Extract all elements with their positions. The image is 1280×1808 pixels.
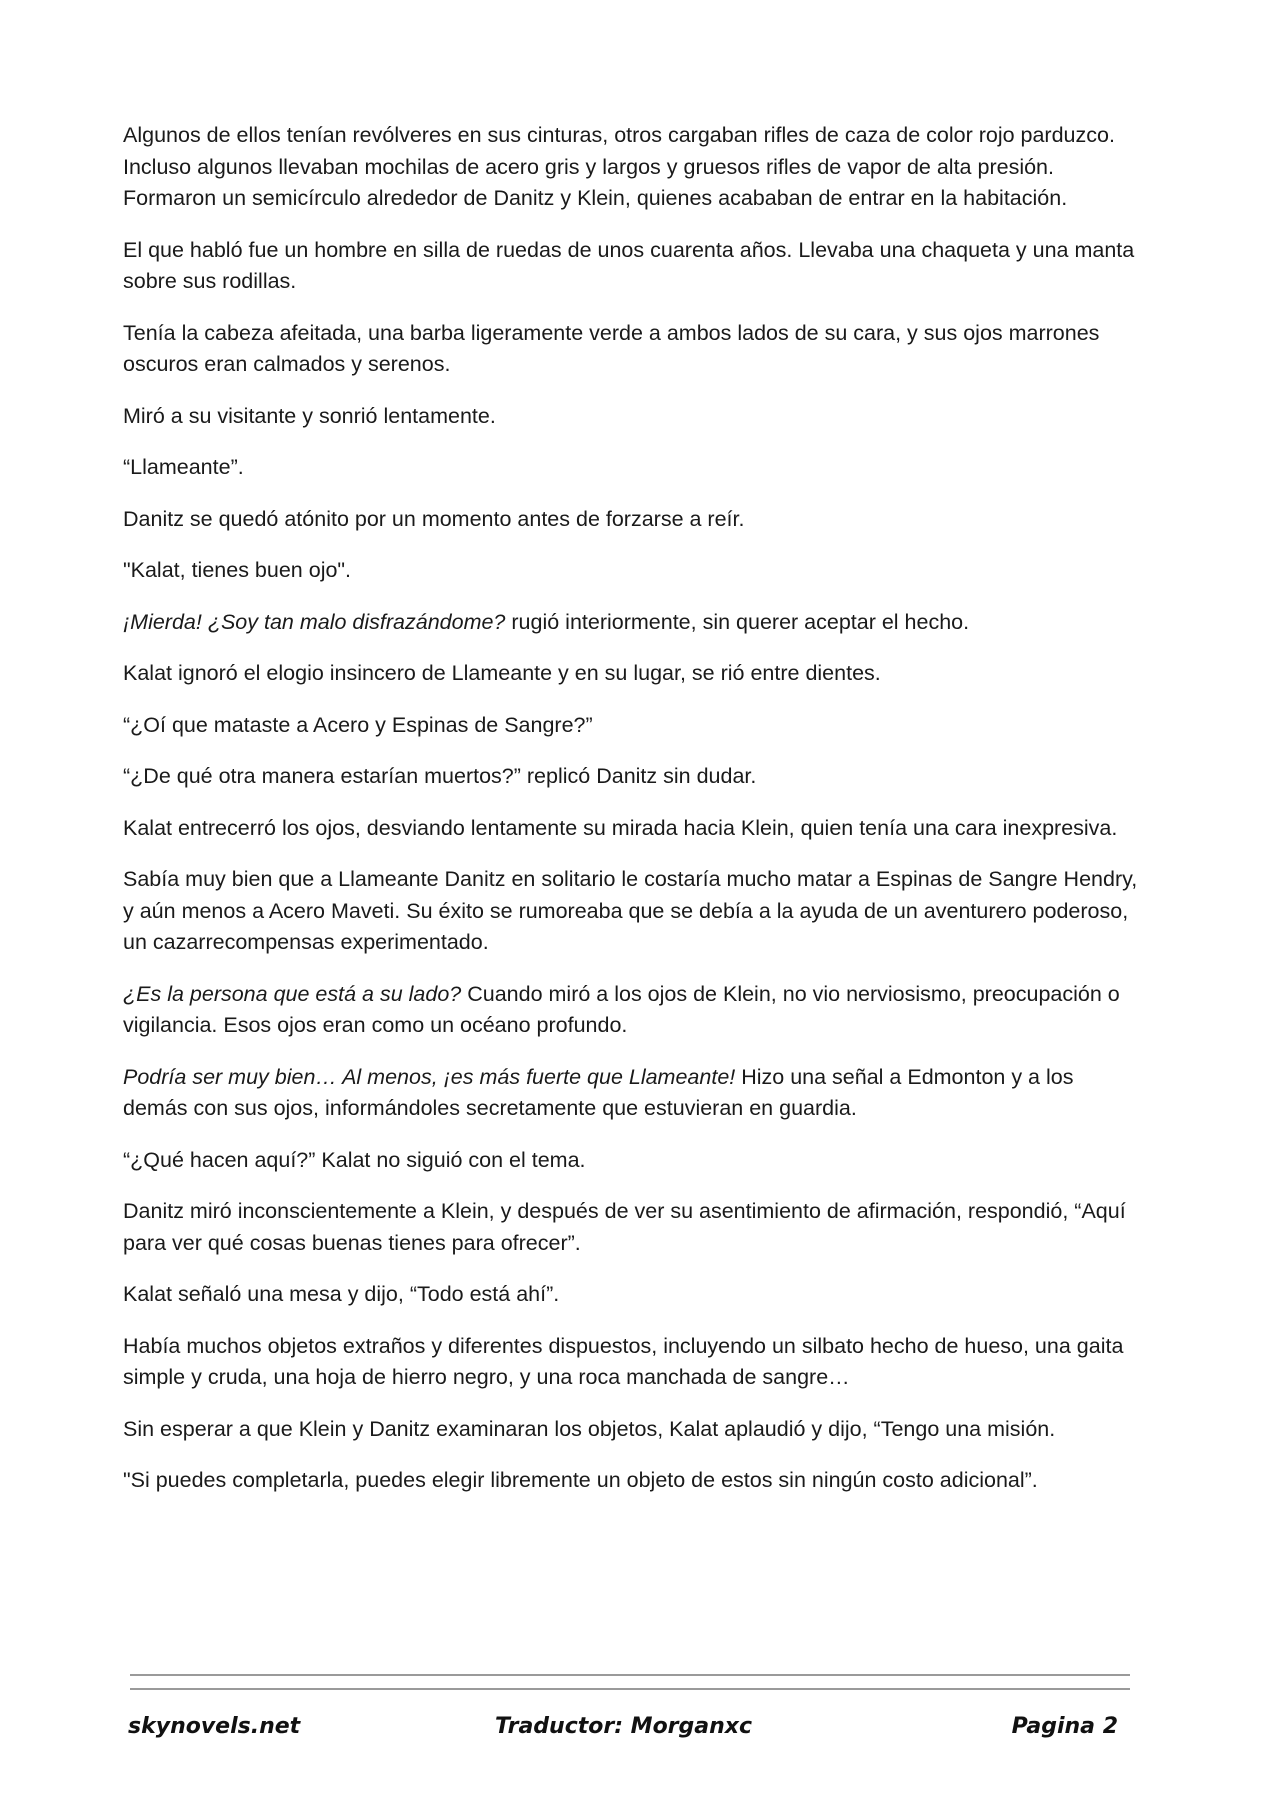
text: "Si puedes completarla, puedes elegir libremente un objeto de estos sin ningún costo adicional”.: [123, 1468, 1038, 1492]
paragraph: [123, 1062, 1143, 1125]
text: Hizo una señal a Edmonton y a los demás con sus ojos, informándoles secretamente que estuvieran en guardia.: [123, 1064, 1074, 1120]
text: Cuando miró a los ojos de Klein, no vio nerviosismo, preocupación o vigilancia. Esos ojos eran como un océano profundo.: [123, 981, 1120, 1037]
paragraph: [123, 318, 1143, 381]
paragraph: [123, 658, 1143, 690]
paragraph: [123, 1414, 1143, 1446]
paragraph: [123, 1196, 1143, 1259]
page-footer: [128, 1714, 1118, 1748]
italic-text: Podría ser muy bien… Al menos, ¡es más fuerte que Llameante!: [123, 1064, 736, 1089]
paragraph: [123, 401, 1143, 433]
page-body: [123, 120, 1143, 1517]
footer-divider-bottom: [130, 1688, 1130, 1690]
text: Había muchos objetos extraños y diferentes dispuestos, incluyendo un silbato hecho de hueso, una gaita simple y cruda, una hoja de hierro negro, y una roca manchada de sangre…: [123, 1333, 1124, 1389]
text: Miró a su visitante y sonrió lentamente.: [123, 403, 496, 428]
text: Sin esperar a que Klein y Danitz examinaran los objetos, Kalat aplaudió y dijo, “Tengo una misión.: [123, 1416, 1056, 1441]
text: “¿De qué otra manera estarían muertos?” replicó Danitz sin dudar.: [123, 764, 757, 788]
footer-site: skynovels.net: [128, 1714, 301, 1739]
paragraph: [123, 235, 1143, 298]
paragraph: [123, 120, 1143, 215]
text: “¿Oí que mataste a Acero y Espinas de Sangre?”: [123, 712, 593, 737]
paragraph: [123, 710, 1143, 742]
paragraph: [123, 607, 1143, 639]
text: rugió interiormente, sin querer aceptar el hecho.: [505, 609, 970, 634]
text: El que habló fue un hombre en silla de ruedas de unos cuarenta años. Llevaba una chaqueta y una manta sobre sus rodillas.: [123, 237, 1135, 293]
text: Danitz se quedó atónito por un momento antes de forzarse a reír.: [123, 506, 745, 531]
paragraph: [123, 504, 1143, 536]
italic-text: ¿Es la persona que está a su lado?: [123, 981, 462, 1006]
paragraph: [123, 452, 1143, 484]
text: “¿Qué hacen aquí?” Kalat no siguió con el tema.: [123, 1147, 586, 1172]
text: Kalat entrecerró los ojos, desviando lentamente su mirada hacia Klein, quien tenía una cara inexpresiva.: [123, 815, 1118, 840]
text: Kalat señaló una mesa y dijo, “Todo está ahí”.: [123, 1282, 560, 1306]
text: Tenía la cabeza afeitada, una barba ligeramente verde a ambos lados de su cara, y sus ojos marrones oscuros eran calmados y serenos.: [123, 320, 1100, 376]
paragraph: [123, 864, 1143, 959]
paragraph: [123, 1145, 1143, 1177]
text: Danitz miró inconscientemente a Klein, y después de ver su asentimiento de afirmación, respondió, “Aquí para ver qué cosas buenas tienes para ofrecer”.: [123, 1199, 1126, 1255]
paragraph: [123, 761, 1143, 793]
text: Kalat ignoró el elogio insincero de Llameante y en su lugar, se rió entre dientes.: [123, 661, 881, 685]
paragraph: [123, 1279, 1143, 1311]
footer-page-number: Pagina 2: [1011, 1714, 1118, 1739]
paragraph: [123, 555, 1143, 587]
paragraph: [123, 1331, 1143, 1394]
text: Algunos de ellos tenían revólveres en sus cinturas, otros cargaban rifles de caza de color rojo parduzco. Incluso algunos llevaban mochilas de acero gris y largos y gruesos rifles de vapor de alta presión. Formaron un semicírculo alrededor de Danitz y Klein, quienes acababan de entrar en la habitación.: [123, 123, 1115, 210]
paragraph: [123, 979, 1143, 1042]
italic-text: ¡Mierda! ¿Soy tan malo disfrazándome?: [123, 609, 506, 634]
footer-divider-top: [130, 1674, 1130, 1676]
footer-translator: Traductor: Morganxc: [495, 1714, 753, 1739]
paragraph: [123, 813, 1143, 845]
text: Sabía muy bien que a Llameante Danitz en solitario le costaría mucho matar a Espinas de Sangre Hendry, y aún menos a Acero Maveti. Su éxito se rumoreaba que se debía a la ayuda de un aventurero poderoso, un cazarrecompensas experimentado.: [123, 867, 1138, 954]
paragraph: [123, 1465, 1143, 1497]
text: "Kalat, tienes buen ojo".: [123, 558, 352, 582]
text: “Llameante”.: [123, 455, 244, 479]
